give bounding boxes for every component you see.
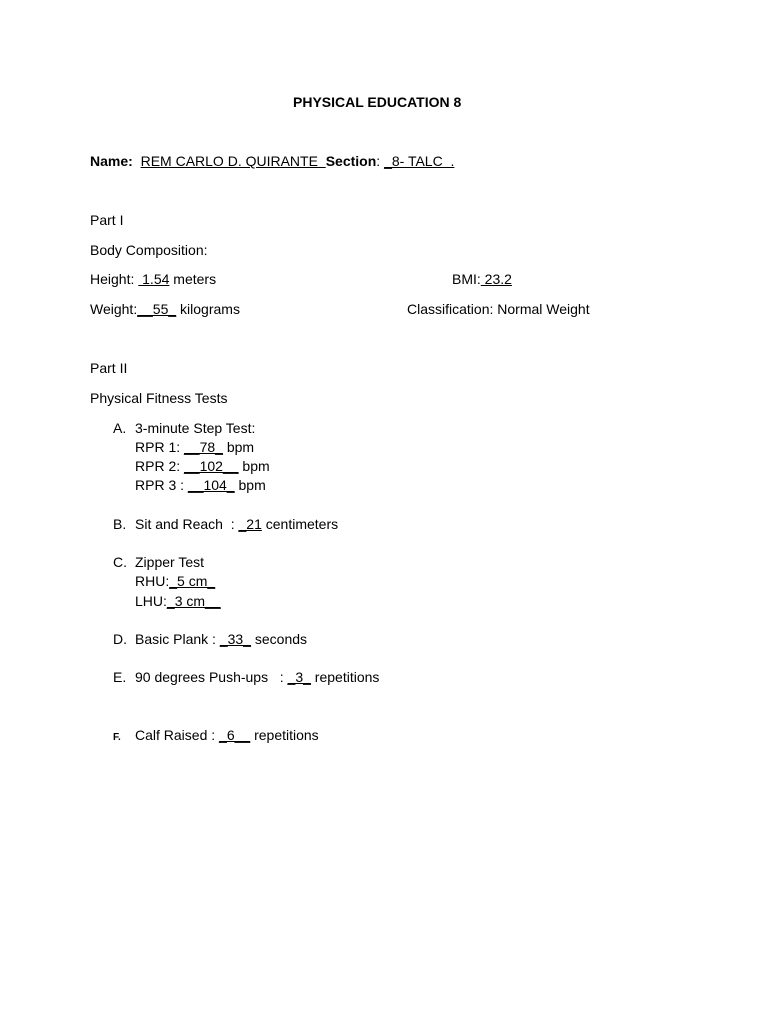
part1-subheading: Body Composition: [90,242,208,258]
section-value: _8- TALC . [384,153,455,169]
rpr-unit: bpm [222,439,255,455]
zipper-label: RHU: [135,573,170,589]
rpr-value: __104_ [187,477,235,493]
item-value: _6__ [219,727,251,743]
zipper-value: _3 cm__ [166,593,221,609]
list-marker: C. [113,554,127,570]
rpr2-line [135,457,270,475]
item-title: 3-minute Step Test: [135,420,256,436]
rpr-label: RPR 3 : [135,477,188,493]
rpr-value: __102__ [184,458,239,474]
item-value: _3_ [287,669,311,685]
part2-heading: Part II [90,360,128,376]
rpr3-line [135,476,266,494]
list-marker: B. [113,516,127,532]
item-label: Basic Plank : [135,631,220,647]
item-unit: seconds [250,631,308,647]
bmi-line [452,270,512,288]
rpr1-line [135,438,254,456]
list-marker: F. [113,732,121,743]
rpr-unit: bpm [234,477,266,493]
weight-line [90,300,240,318]
part1-heading: Part I [90,212,124,228]
classification: Classification: Normal Weight [407,301,590,317]
zipper-value: _5 cm_ [169,573,216,589]
weight-unit: kilograms [176,301,240,317]
section-label: Section [325,153,377,169]
rhu-line [135,572,215,590]
rpr-unit: bpm [238,458,270,474]
item-title: Zipper Test [135,554,204,570]
bmi-value: 23.2 [480,271,512,287]
item-value: _21 [238,516,262,532]
height-line [90,270,216,288]
list-item-f [113,726,319,747]
rpr-label: RPR 1: [135,439,185,455]
list-item-b [113,515,338,533]
weight-value: __55_ [137,301,177,317]
height-label: Height: [90,271,139,287]
list-marker: E. [113,669,127,685]
item-unit: centimeters [261,516,339,532]
rpr-label: RPR 2: [135,458,185,474]
list-marker: A. [113,420,127,436]
name-value: REM CARLO D. QUIRANTE [140,153,326,169]
zipper-label: LHU: [135,593,167,609]
list-item-a [113,419,255,437]
part2-subheading: Physical Fitness Tests [90,390,228,406]
item-value: _33_ [219,631,251,647]
lhu-line [135,592,221,610]
bmi-label: BMI: [452,271,481,287]
page-title: PHYSICAL EDUCATION 8 [293,94,462,110]
rpr-value: __78_ [184,439,223,455]
list-item-c [113,553,204,571]
height-value: 1.54 [138,271,170,287]
student-info-line [90,152,454,170]
weight-label: Weight: [90,301,138,317]
list-item-d [113,630,307,648]
list-item-e [113,668,379,686]
item-unit: repetitions [250,727,319,743]
list-marker: D. [113,631,127,647]
item-unit: repetitions [310,669,380,685]
item-label: Calf Raised : [135,727,220,743]
item-label: 90 degrees Push-ups : [135,669,288,685]
item-label: Sit and Reach : [135,516,239,532]
section-colon: : [376,153,385,169]
name-label: Name: [90,153,133,169]
height-unit: meters [169,271,217,287]
